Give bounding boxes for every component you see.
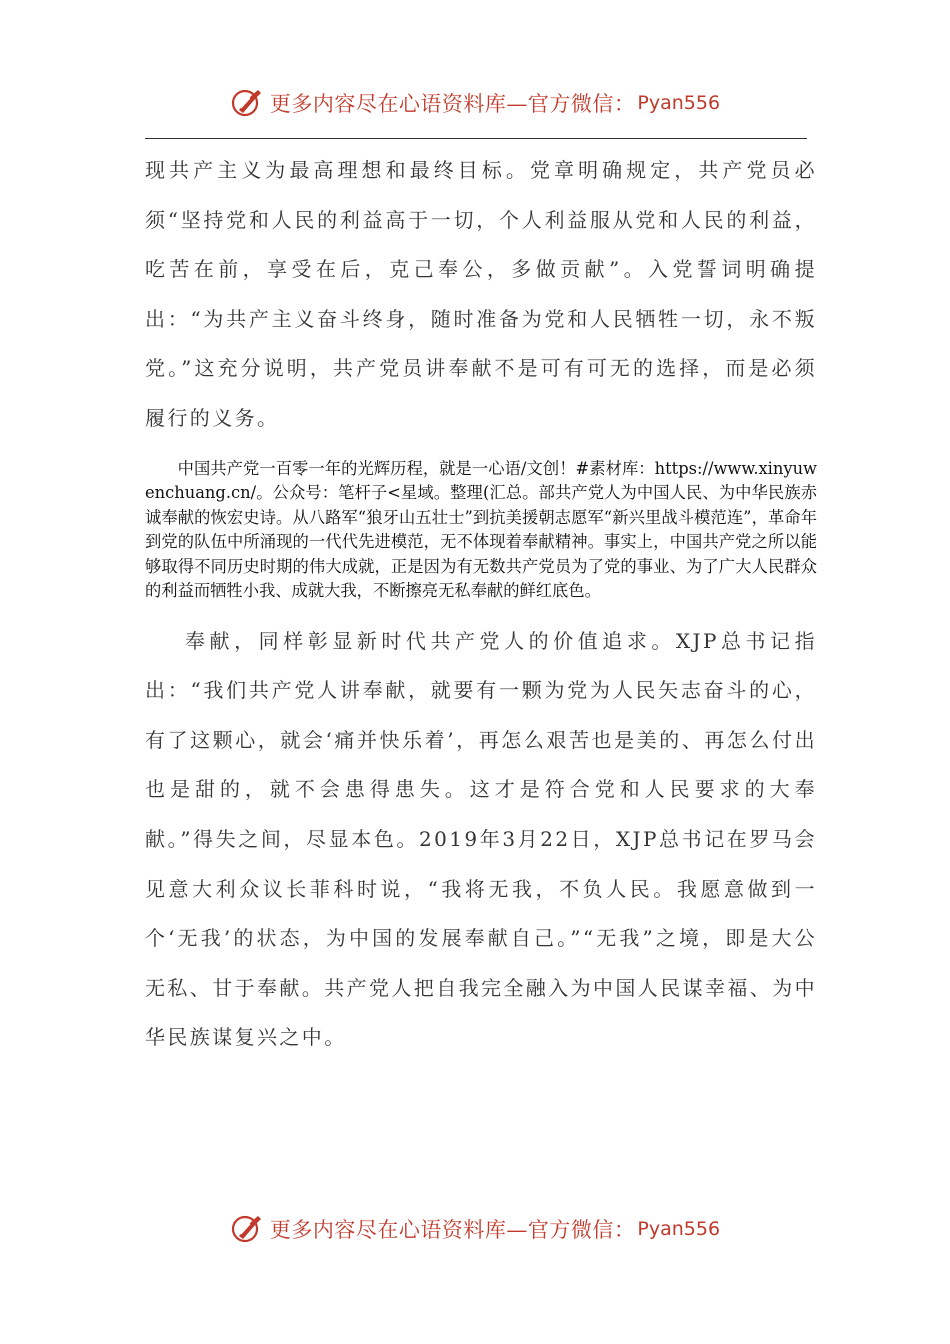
header-wechat-id: Pyan556 [637,92,721,114]
header-divider [145,138,807,139]
document-body [145,146,817,1063]
paragraph-1: 现共产主义为最高理想和最终目标。党章明确规定，共产党员必须“坚持党和人民的利益高于一切，个人利益服从党和人民的利益，吃苦在前，享受在后，克己奉公，多做贡献”。入党誓词明确提出：“为共产主义奋斗终身，随时准备为党和人民牺牲一切，永不叛党。”这充分说明，共产党员讲奉献不是可有可无的选择，而是必须履行的义务。 [145,158,817,430]
header-banner [0,83,950,123]
footer-banner-text: 更多内容尽在心语资料库—官方微信： [269,1218,636,1242]
header-banner-text: 更多内容尽在心语资料库—官方微信： [269,92,636,116]
footer-banner [0,1209,950,1249]
paragraph-3: 奉献，同样彰显新时代共产党人的价值追求。XJP总书记指出：“我们共产党人讲奉献，就要有一颗为党为人民矢志奋斗的心，有了这颗心，就会‘痛并快乐着’，再怎么艰苦也是美的、再怎么付出也是甜的，就不会患得患失。这才是符合党和人民要求的大奉献。”得失之间，尽显本色。2019年3月22日，XJP总书记在罗马会见意大利众议长菲科时说，“我将无我，不负人民。我愿意做到一个‘无我’的状态，为中国的发展奉献自己。”“无我”之境，即是大公无私、甘于奉献。共产党人把自我完全融入为中国人民谋幸福、为中华民族谋复兴之中。 [145,628,817,1050]
footer-wechat-id: Pyan556 [637,1218,721,1240]
pen-nib-circle-icon [230,86,264,120]
paragraph-2: 中国共产党一百零一年的光辉历程，就是一心语/文创！#素材库：https://www.xinyuwenchuang.cn/。公众号：笔杆子<星域。整理(汇总。部共产党人为中国人民、为中华民族赤诚奉献的恢宏史诗。从八路军“狼牙山五壮士”到抗美援朝志愿军“新兴里战斗模范连”，革命年到党的队伍中所涌现的一代代先进模范，无不体现着奉献精神。事实上，中国共产党之所以能够取得不同历史时期的伟大成就，正是因为有无数共产党员为了党的事业、为了广大人民群众的利益而牺牲小我、成就大我，不断擦亮无私奉献的鲜红底色。 [145,458,817,601]
pen-nib-circle-icon [230,1212,264,1246]
